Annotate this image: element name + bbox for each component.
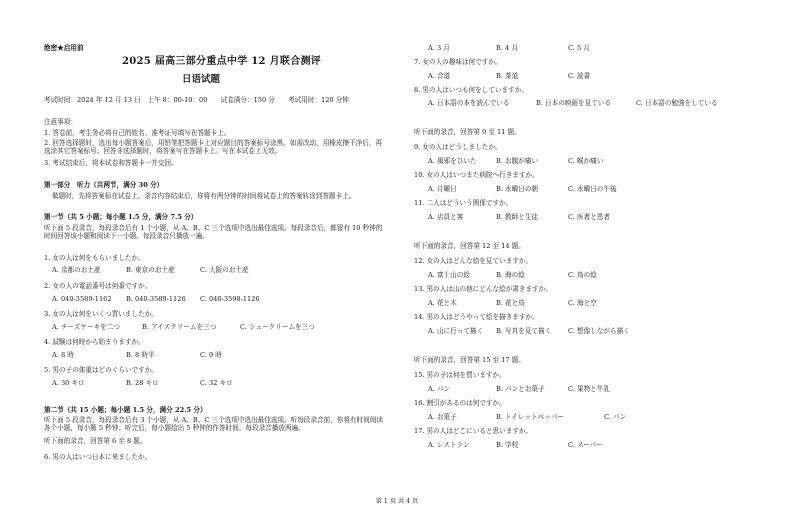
page-footer: 第 1 页 共 4 页 xyxy=(375,498,419,505)
q8-option-b[interactable]: B. 日本の映画を見ている xyxy=(536,99,611,107)
q7-option-b[interactable]: B. 茶道 xyxy=(496,72,519,80)
q5-option-a[interactable]: A. 30 キロ xyxy=(52,379,85,387)
q8-option-c[interactable]: C. 日本語の勉強をしている xyxy=(636,99,718,107)
q16-option-a[interactable]: A. お菓子 xyxy=(428,413,457,421)
notes-heading: 注意事项： xyxy=(44,118,77,126)
instruction-12-14: 听下面的录音，回答第 12 至 14 题。 xyxy=(414,242,525,250)
q6-option-b[interactable]: B. 4 月 xyxy=(496,44,518,52)
q17-option-c[interactable]: C. スーパー xyxy=(568,441,603,449)
q2-option-a[interactable]: A. 040-3589-1162 xyxy=(52,295,112,303)
q15-option-b[interactable]: B. パンとお菓子 xyxy=(496,385,545,393)
q1-option-a[interactable]: A. 京都のお土産 xyxy=(52,266,101,274)
question-8: 8. 男の人はいつも何をしていますか。 xyxy=(414,86,528,94)
question-17: 17. 男の人はどこにいると思いますか。 xyxy=(414,427,533,435)
q3-option-c[interactable]: C. シュークリームを三つ xyxy=(240,323,315,331)
q4-option-c[interactable]: C. 9 時 xyxy=(200,351,222,359)
q8-option-a[interactable]: A. 日本語の本を読んでいる xyxy=(428,99,510,107)
question-5: 5. 男の子の体重はどのぐらいですか。 xyxy=(44,366,158,374)
question-12: 12. 女の人はどんな絵を見ていますか。 xyxy=(414,257,533,265)
q4-option-b[interactable]: B. 8 時半 xyxy=(126,351,155,359)
question-7: 7. 女の人の趣味は何ですか。 xyxy=(414,58,502,66)
note-2: 2. 回答选择题时，选出每小题答案后，用铅笔把答题卡上对应题目的答案标号涂黑。如需改动，用橡皮擦干净后，再选涂其它答案标号。回答非选择题时，将答案写在答题卡上。写在本试卷上无效。 xyxy=(44,139,383,155)
q7-option-c[interactable]: C. 読書 xyxy=(568,72,591,80)
q3-option-b[interactable]: B. アイスクリームを三つ xyxy=(142,323,217,331)
q14-option-a[interactable]: A. 山に行って描く xyxy=(428,327,484,335)
question-14: 14. 男の人はどうやって絵を描きますか。 xyxy=(414,313,539,321)
q12-option-c[interactable]: C. 鳥の絵 xyxy=(568,271,597,279)
q15-option-a[interactable]: A. パン xyxy=(428,385,451,393)
q12-option-a[interactable]: A. 富士山の絵 xyxy=(428,271,470,279)
section1-desc: 听下面 5 段录音，每段录音后有 1 个小题，从 A、B、C 三个选项中选出最佳选项。每段录音后，都留有 10 秒钟的时间回答该小题和阅读下一小题。每段录音只播放一遍。 xyxy=(44,224,383,240)
q13-option-b[interactable]: B. 花と鳥 xyxy=(496,299,525,307)
q9-option-b[interactable]: B. お腹が痛い xyxy=(496,157,539,165)
q5-option-b[interactable]: B. 28 キロ xyxy=(126,379,159,387)
exam-title: 2025 届高三部分重点中学 12 月联合测评 xyxy=(122,56,322,67)
q13-option-c[interactable]: C. 海と空 xyxy=(568,299,597,307)
section2-desc: 听下面 5 段录音，每段录音后有 3 个小题，从 A、B、C 三个选项中选出最佳选项。听每段录音前，你将有时间阅读各个小题，每小题 5 秒钟；听完后，每小题给出 5 秒钟的作答时间。每段录音播放两遍。 xyxy=(44,416,383,432)
q7-option-a[interactable]: A. 音道 xyxy=(428,72,451,80)
q11-option-a[interactable]: A. 店員と客 xyxy=(428,213,464,221)
question-6: 6. 男の人はいつ日本に来ましたか。 xyxy=(44,453,152,461)
question-16: 16. 割引があるのは何ですか。 xyxy=(414,399,506,407)
q16-option-b[interactable]: B. トイレットペッパー xyxy=(496,413,564,421)
q17-option-b[interactable]: B. 学校 xyxy=(496,441,519,449)
q9-option-c[interactable]: C. 喉が痛い xyxy=(568,157,604,165)
q1-option-c[interactable]: C. 大阪のお土産 xyxy=(200,266,249,274)
q6-option-a[interactable]: A. 3 月 xyxy=(428,44,450,52)
q2-option-b[interactable]: B. 040-3589-1126 xyxy=(126,295,186,303)
q3-option-a[interactable]: A. チーズケーキを二つ xyxy=(52,323,120,331)
q12-option-b[interactable]: B. 海の絵 xyxy=(496,271,525,279)
q17-option-a[interactable]: A. レストラン xyxy=(428,441,470,449)
exam-info: 考试时间：2024 年 12 月 13 日 上午 8：00-10：00 试卷满分：150 分 考试用时：120 分钟 xyxy=(44,96,349,104)
instruction-6-8: 听下面的录音，回答第 6 至 8 题。 xyxy=(44,437,147,445)
q15-option-c[interactable]: C. 果物と牛乳 xyxy=(568,385,610,393)
note-3: 3. 考试结束后，将本试卷和答题卡一并交回。 xyxy=(44,159,178,167)
section1-heading: 第一节（共 5 小题；每小题 1.5 分，满分 7.5 分） xyxy=(44,213,198,221)
note-1: 1. 答卷前，考生务必将自己的姓名、准考证号填写在答题卡上。 xyxy=(44,129,231,137)
q5-option-c[interactable]: C. 32 キロ xyxy=(200,379,233,387)
q10-option-c[interactable]: C. 水曜日の午後 xyxy=(568,185,617,193)
question-10: 10. 女の人はいつまた病院へ行きますか。 xyxy=(414,171,539,179)
part1-desc: 做题时，先将答案标在试卷上。录音内容结束后，你将有两分钟的时间将试卷上的答案转涂到答题卡上。 xyxy=(52,192,356,200)
instruction-15-17: 听下面的录音，回答第 15 至 17 题。 xyxy=(414,356,525,364)
q4-option-a[interactable]: A. 8 時 xyxy=(52,351,74,359)
question-3: 3. 女の人は何をいくつ買いましたか。 xyxy=(44,310,158,318)
q2-option-c[interactable]: C. 040-3598-1126 xyxy=(200,295,260,303)
q11-option-c[interactable]: C. 医者と患者 xyxy=(568,213,610,221)
q10-option-b[interactable]: B. 水曜日の朝 xyxy=(496,185,539,193)
q6-option-c[interactable]: C. 5 月 xyxy=(568,44,590,52)
q14-option-b[interactable]: B. 写真を見て描く xyxy=(496,327,552,335)
question-9: 9. 女の人はどうしましたか。 xyxy=(414,143,502,151)
question-15: 15. 男の子は何を買いますか。 xyxy=(414,371,506,379)
q13-option-a[interactable]: A. 花と木 xyxy=(428,299,457,307)
subject-title: 日语试题 xyxy=(182,74,221,85)
question-2: 2. 女の人の電話番号は何番ですか。 xyxy=(44,282,152,290)
q9-option-a[interactable]: A. 風邪をひいた xyxy=(428,157,477,165)
question-1: 1. 女の人は何をもらいましたか。 xyxy=(44,254,145,262)
secret-mark: 绝密★启用前 xyxy=(44,44,84,52)
q10-option-a[interactable]: A. 月曜日 xyxy=(428,185,457,193)
question-13: 13. 男の人は山の他にどんな絵が書きますか。 xyxy=(414,285,552,293)
q16-option-c[interactable]: C. パン xyxy=(604,413,627,421)
question-11: 11. 二人はどういう関係ですか。 xyxy=(414,199,513,207)
question-4: 4. 試験は何時から始まりますか。 xyxy=(44,338,145,346)
part1-heading: 第一部分 听力（共两节，满分 30 分） xyxy=(44,181,164,189)
q11-option-b[interactable]: B. 教師と生徒 xyxy=(496,213,539,221)
q14-option-c[interactable]: C. 想像しながら描く xyxy=(568,327,630,335)
q1-option-b[interactable]: B. 東京のお土産 xyxy=(126,266,175,274)
section2-heading: 第二节（共 15 小题；每小题 1.5 分，满分 22.5 分） xyxy=(44,406,207,414)
instruction-9-11: 听下面的录音，回答第 9 至 11 题。 xyxy=(414,128,521,136)
